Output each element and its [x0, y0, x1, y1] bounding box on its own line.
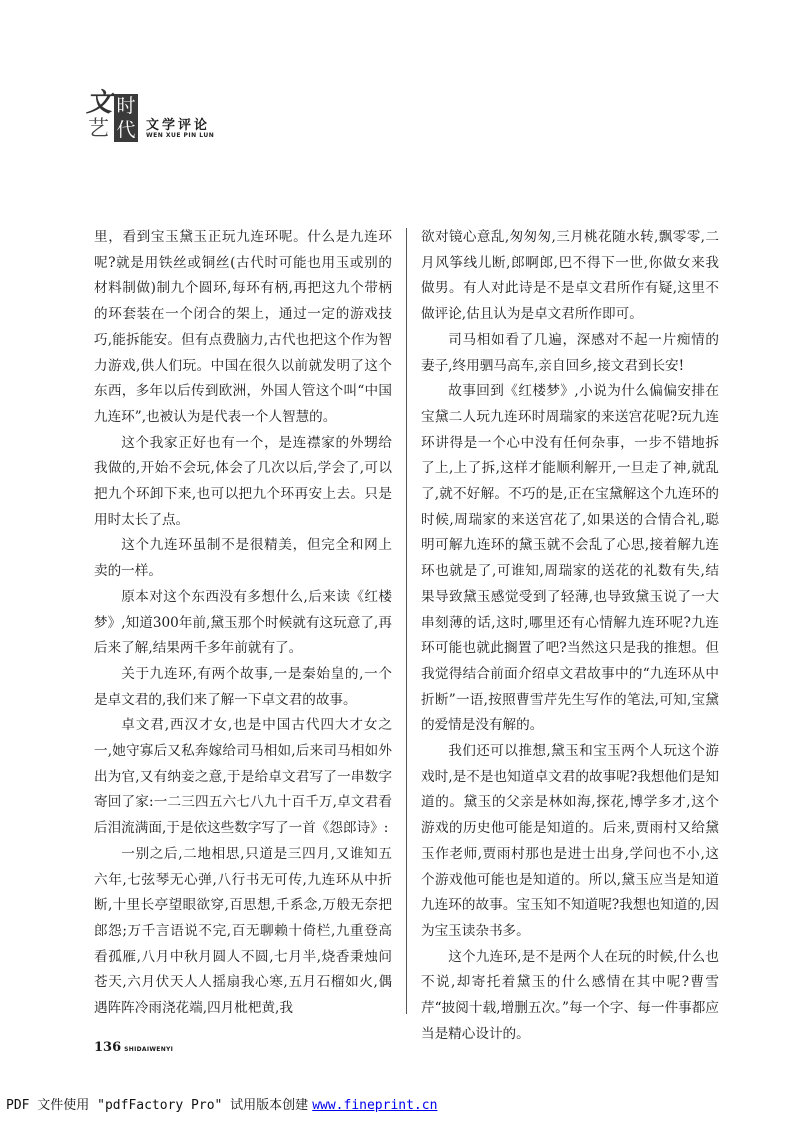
paragraph: 一别之后,二地相思,只道是三四月,又谁知五六年,七弦琴无心弹,八行书无可传,九连环从中折断,十里长亭望眼欲穿,百思想,千系念,万般无奈把郎怨;万千言语说不完,百无聊赖十倚栏,九重登高看孤雁,八月中秋月圆人不圆,七月半,烧香秉烛问苍天,六月伏天人人摇扇我心寒,五月石榴如火,偶遇阵阵冷雨浇花端,四月枇杷黄,我: [94, 845, 392, 1017]
logo-char: 时: [114, 94, 138, 118]
right-column: [421, 225, 719, 1048]
paragraph: 原本对这个东西没有多想什么,后来读《红楼梦》,知道300年前,黛玉那个时候就有这玩意了,再后来了解,结果两千多年前就有了。: [94, 588, 392, 657]
folio-label: SHIDAIWENYI: [124, 1046, 174, 1053]
paragraph: 里，看到宝玉黛玉正玩九连环呢。什么是九连环呢?就是用铁丝或铜丝(古代时可能也用玉或别的材料制做)制九个圆环,每环有柄,再把这九个带柄的环套装在一个闭合的架上，通过一定的游戏技巧,能拆能安。但有点费脑力,古代也把这个作为智力游戏,供人们玩。中国在很久以前就发明了这个东西，多年以后传到欧洲，外国人管这个叫“中国九连环”,也被认为是代表一个人智慧的。: [94, 229, 392, 425]
paragraph: 故事回到《红楼梦》,小说为什么偏偏安排在宝黛二人玩九连环时周瑞家的来送宫花呢?玩九连环讲得是一个心中没有任何杂事，一步不错地拆了上,上了拆,这样才能顺利解开,一旦走了神,就乱了,就不好解。不巧的是,正在宝黛解这个九连环的时候,周瑞家的来送宫花了,如果送的合情合礼,聪明可解九连环的黛玉就不会乱了心思,接着解九连环也就是了,可谁知,周瑞家的送花的礼数有失,结果导致黛玉感觉受到了轻薄,也导致黛玉说了一大串刻薄的话,这时,哪里还有心情解九连环呢?九连环可能也就此搁置了吧?当然这只是我的推想。但我觉得结合前面介绍卓文君故事中的“九连环从中折断”一语,按照曹雪芹先生写作的笔法,可知,宝黛的爱情是没有解的。: [421, 383, 719, 734]
footer-link[interactable]: www.fineprint.cn: [312, 1098, 438, 1113]
paragraph: 卓文君,西汉才女,也是中国古代四大才女之一,她守寡后又私奔嫁给司马相如,后来司马相如外出为官,又有纳妾之意,于是给卓文君写了一串数字寄回了家:一二三四五六七八九十百千万,卓文君看后泪流满面,于是依这些数字写了一首《怨郎诗》:: [94, 717, 392, 837]
footer-text: PDF 文件使用 "pdfFactory Pro" 试用版本创建: [6, 1098, 309, 1113]
paragraph: 这个我家正好也有一个，是连襟家的外甥给我做的,开始不会玩,体会了几次以后,学会了,可以把九个环卸下来,也可以把九个环再安上去。只是用时太长了点。: [94, 434, 392, 528]
logo-char: 艺: [88, 116, 109, 140]
page-number: 136: [94, 1040, 122, 1055]
section-pinyin: WEN XUE PIN LUN: [146, 132, 215, 139]
left-column: [94, 225, 392, 1022]
logo-char: 代: [114, 118, 138, 142]
paragraph: 欲对镜心意乱,匆匆匆,三月桃花随水转,飘零零,二月风筝线儿断,郎啊郎,巴不得下一世,你做女来我做男。有人对此诗是不是卓文君所作有疑,这里不做评论,估且认为是卓文君所作即可。: [421, 229, 719, 323]
paragraph: 我们还可以推想,黛玉和宝玉两个人玩这个游戏时,是不是也知道卓文君的故事呢?我想他们是知道的。黛玉的父亲是林如海,探花,博学多才,这个游戏的历史他可能是知道的。后来,贾雨村又给黛玉作老师,贾雨村那也是进士出身,学问也不小,这个游戏他可能也是知道的。所以,黛玉应当是知道九连环的故事。宝玉知不知道呢?我想也知道的,因为宝玉读杂书多。: [421, 743, 719, 939]
paragraph: 关于九连环,有两个故事,一是秦始皇的,一个是卓文君的,我们来了解一下卓文君的故事。: [94, 665, 392, 708]
paragraph: 这个九连环虽制不是很精美，但完全和网上卖的一样。: [94, 537, 392, 580]
paragraph: 司马相如看了几遍，深感对不起一片痴情的妻子,终用驷马高车,亲自回乡,接文君到长安!: [421, 331, 719, 374]
section-title: 文学评论: [146, 118, 211, 133]
paragraph: 这个九连环,是不是两个人在玩的时候,什么也不说,却寄托着黛玉的什么感情在其中呢?曹雪芹“披阅十载,增删五次。”每一个字、每一件事都应当是精心设计的。: [421, 948, 719, 1042]
page-folio: [94, 1040, 173, 1055]
page-header: [84, 88, 284, 148]
logo-char: 文: [86, 88, 113, 118]
pdf-footer: [6, 1094, 437, 1113]
column-divider: [406, 228, 407, 1014]
magazine-logo: [84, 88, 142, 142]
